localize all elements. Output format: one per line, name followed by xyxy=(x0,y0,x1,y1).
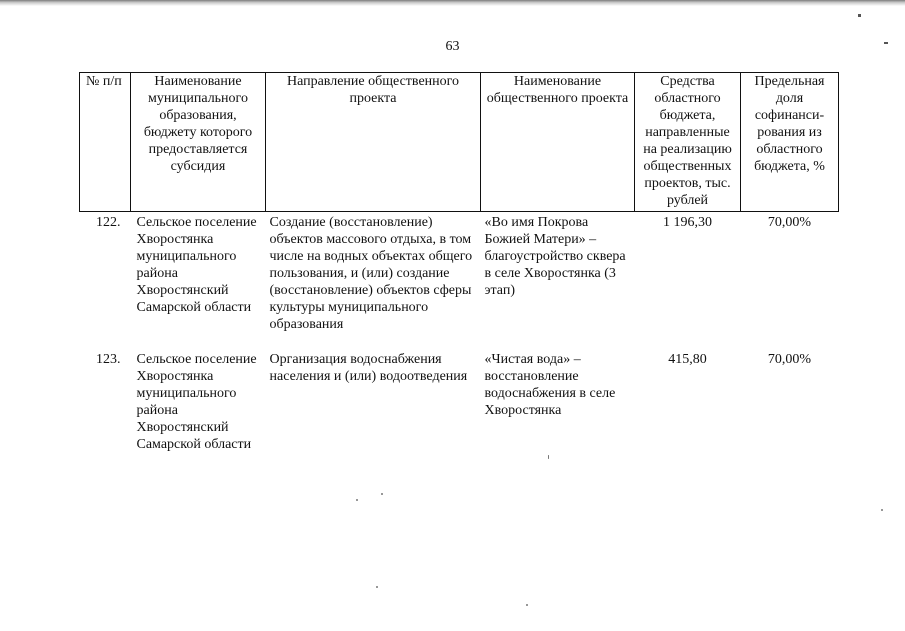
row-project: «Во имя Покрова Божией Матери» – благоустройство сквера в селе Хворостянка (3 этап) xyxy=(484,215,626,298)
page-number: 63 xyxy=(445,39,460,54)
row-share: 70,00% xyxy=(767,352,812,367)
row-number: 122. xyxy=(96,215,121,230)
subsidy-table xyxy=(79,72,839,453)
row-municipality: Сельское поселение Хворостянка муниципального района Хворостянский Самарской области xyxy=(136,215,257,315)
scan-top-edge xyxy=(0,0,905,6)
header-number: № п/п xyxy=(80,73,131,212)
row-funds: 1 196,30 xyxy=(663,215,712,230)
scan-speck xyxy=(881,509,883,511)
header-funds: Средства областного бюджета, направленные на реализацию общественных проектов, тыс. рублей xyxy=(635,73,741,212)
row-direction: Создание (восстановление) объектов массового отдыха, в том числе на водных объектах общего пользования, и (или) создание (восстановление) объектов сферы культуры муниципального образования xyxy=(269,215,473,332)
table-header-row xyxy=(80,73,839,212)
row-municipality: Сельское поселение Хворостянка муниципального района Хворостянский Самарской области xyxy=(136,352,257,452)
header-municipality: Наименование муниципального образования, бюджету которого предоставляется субсидия xyxy=(131,73,266,212)
header-share: Предельная доля софинанси-рования из областного бюджета, % xyxy=(741,73,839,212)
scan-mark xyxy=(858,14,861,17)
scan-speck xyxy=(376,586,378,588)
header-project: Наименование общественного проекта xyxy=(481,73,635,212)
scan-speck xyxy=(356,499,358,501)
table-row xyxy=(80,212,839,334)
row-direction: Организация водоснабжения населения и (или) водоотведения xyxy=(269,352,468,384)
row-funds: 415,80 xyxy=(668,352,707,367)
scan-speck xyxy=(548,455,549,459)
row-share: 70,00% xyxy=(767,215,812,230)
header-direction: Направление общественного проекта xyxy=(266,73,481,212)
scan-speck xyxy=(526,604,528,606)
row-number: 123. xyxy=(96,352,121,367)
row-project: «Чистая вода» – восстановление водоснабжения в селе Хворостянка xyxy=(484,352,616,418)
scan-speck xyxy=(381,493,383,495)
table-row xyxy=(80,333,839,453)
